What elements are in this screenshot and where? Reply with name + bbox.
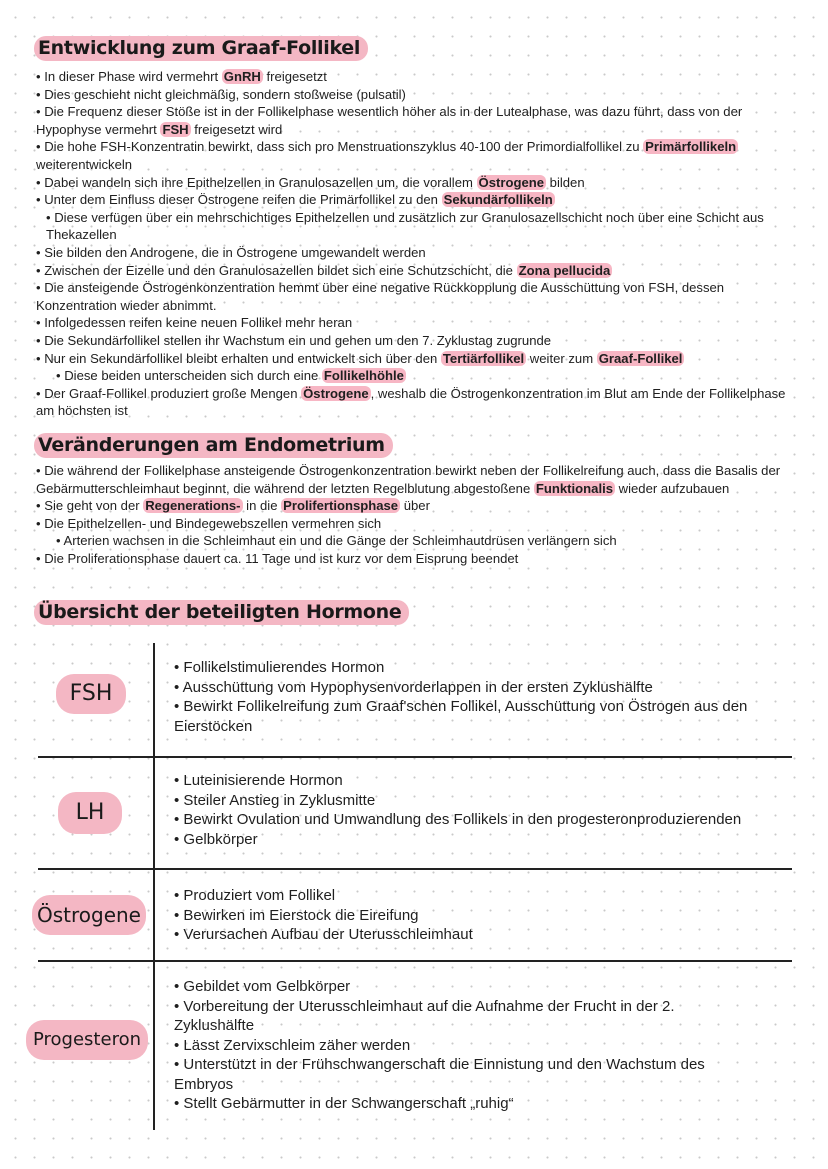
list-item: • Vorbereitung der Uterusschleimhaut auf die Aufnahme der Frucht in der 2. Zyklushälfte xyxy=(174,997,675,1034)
list-item: • Lässt Zervixschleim zäher werden xyxy=(174,1036,411,1054)
list-item: • Bewirken im Eierstock die Eireifung xyxy=(174,906,419,924)
section-title-follikel: Entwicklung zum Graaf-Follikel xyxy=(34,36,368,61)
list-item: • In dieser Phase wird vermehrt GnRH freigesetzt xyxy=(36,69,327,84)
table-vertical-divider xyxy=(153,643,155,1130)
hormone-label-fsh: FSH xyxy=(56,674,126,714)
list-item: • Nur ein Sekundärfollikel bleibt erhalten und entwickelt sich über den Tertiärfollikel weiter zum Graaf-Follikel xyxy=(36,350,683,366)
list-item: • Ausschüttung vom Hypophysenvorderlappen in der ersten Zyklushälfte xyxy=(174,678,653,696)
section-body-follikel xyxy=(36,68,796,420)
list-item: • Die hohe FSH-Konzentratin bewirkt, dass sich pro Menstruationszyklus 40-100 der Primordialfollikel zu Primärfollikeln weiterentwickeln xyxy=(36,139,737,172)
list-item: • Arterien wachsen in die Schleimhaut ein und die Gänge der Schleimhautdrüsen verlängern sich xyxy=(56,533,617,549)
list-item: • Dabei wandeln sich ihre Epithelzellen in Granulosazellen um, die vorallem Östrogene bilden xyxy=(36,174,585,190)
list-item: • Produziert vom Follikel xyxy=(174,887,336,904)
list-item: • Bewirkt Follikelreifung zum Graaf'schen Follikel, Ausschüttung von Östrogen aus den Eierstöcken xyxy=(174,698,748,735)
list-item: • Diese verfügen über ein mehrschichtiges Epithelzellen und zusätzlich zur Granulosazellschicht noch über eine Schicht aus Thekazellen xyxy=(46,209,764,243)
section-title-hormone: Übersicht der beteiligten Hormone xyxy=(34,600,409,625)
hormone-label-oestrogene: Östrogene xyxy=(32,895,146,935)
list-item: • Infolgedessen reifen keine neuen Follikel mehr heran xyxy=(36,315,353,331)
hormone-details-progesteron xyxy=(174,977,734,1114)
list-item: • Sie geht von der Regenerations- in die Prolifertionsphase über xyxy=(36,498,430,514)
list-item: • Die Frequenz dieser Stöße ist in der Follikelphase wesentlich höher als in der Lutealphase, was dazu führt, dass von der Hypophyse vermehrt FSH freigesetzt wird xyxy=(36,104,743,137)
hormone-label-progesteron: Progesteron xyxy=(26,1020,148,1060)
table-divider xyxy=(38,960,792,962)
section-body-endometrium xyxy=(36,462,796,568)
hormone-details-oestrogene xyxy=(174,886,804,945)
hormone-details-fsh xyxy=(174,658,804,736)
list-item: • Der Graaf-Follikel produziert große Mengen Östrogene , weshalb die Östrogenkonzentration im Blut am Ende der Follikelphase am höchsten ist xyxy=(36,385,786,419)
list-item: • Gelbkörper xyxy=(174,830,258,848)
list-item: • Unter dem Einfluss dieser Östrogene reifen die Primärfollikel zu den Sekundärfollikeln xyxy=(36,192,553,208)
list-item: • Die Epithelzellen- und Bindegewebszellen vermehren sich xyxy=(36,515,382,531)
list-item: • Die Proliferationsphase dauert ca. 11 Tage und ist kurz vor dem Eisprung beendet xyxy=(36,550,519,566)
list-item: • Luteinisierende Hormon xyxy=(174,772,343,789)
hormone-label-lh: LH xyxy=(58,792,122,834)
list-item: • Die ansteigende Östrogenkonzentration hemmt über eine negative Rückkopplung die Ausschüttung von FSH, dessen Konzentration wieder abnimmt. xyxy=(36,280,725,313)
table-divider xyxy=(38,756,792,758)
hormone-details-lh xyxy=(174,771,804,849)
list-item: • Sie bilden den Androgene, die in Östrogene umgewandelt werden xyxy=(36,244,426,260)
list-item: • Diese beiden unterscheiden sich durch eine Follikelhöhle xyxy=(56,368,404,384)
list-item: • Follikelstimulierendes Hormon xyxy=(174,659,385,676)
list-item: • Die während der Follikelphase ansteigende Östrogenkonzentration bewirkt neben der Follikelreifung auch, dass die Basalis der Gebärmutterschleimhaut beginnt, die während der letzten Regelblutung abgestoßene Funktionalis wieder aufzubauen xyxy=(36,463,781,496)
list-item: • Gebildet vom Gelbkörper xyxy=(174,978,351,995)
list-item: • Steiler Anstieg in Zyklusmitte xyxy=(174,791,376,809)
list-item: • Stellt Gebärmutter in der Schwangerschaft „ruhig“ xyxy=(174,1095,514,1112)
list-item: • Unterstützt in der Frühschwangerschaft die Einnistung und den Wachstum des Embryos xyxy=(174,1056,705,1093)
table-divider xyxy=(38,868,792,870)
list-item: • Zwischen der Eizelle und den Granulosazellen bildet sich eine Schutzschicht, die Zona pellucida xyxy=(36,262,611,278)
list-item: • Bewirkt Ovulation und Umwandlung des Follikels in den progesteronproduzierenden xyxy=(174,811,742,828)
list-item: • Verursachen Aufbau der Uterusschleimhaut xyxy=(174,926,473,943)
list-item: • Die Sekundärfollikel stellen ihr Wachstum ein und gehen um den 7. Zyklustag zugrunde xyxy=(36,332,552,348)
section-title-endometrium: Veränderungen am Endometrium xyxy=(34,433,393,458)
list-item: • Dies geschieht nicht gleichmäßig, sondern stoßweise (pulsatil) xyxy=(36,86,406,102)
